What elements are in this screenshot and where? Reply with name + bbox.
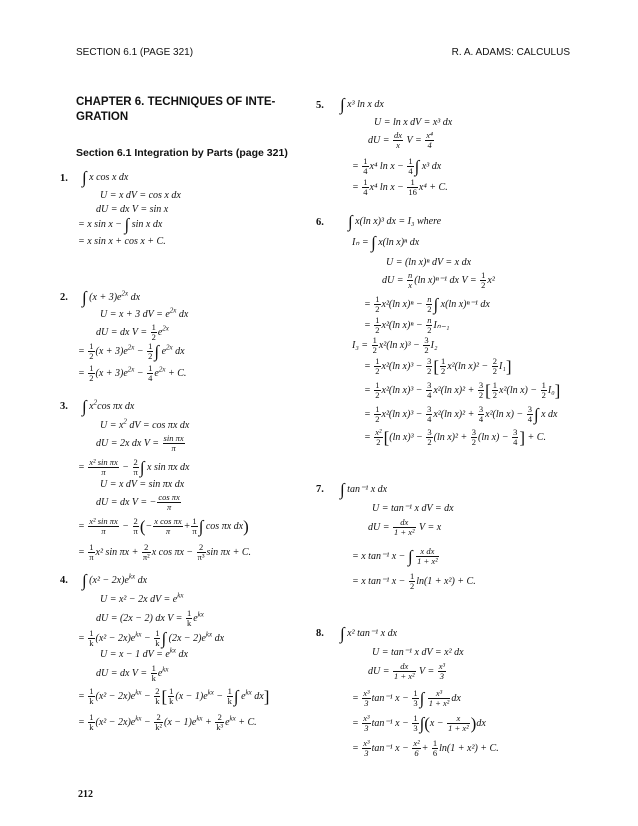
p6-line: U = (ln x)ⁿ dV = x dx: [386, 257, 472, 268]
problem-number: 5.: [316, 100, 324, 111]
page: SECTION 6.1 (PAGE 321) R. A. ADAMS: CALCULUS CHAPTER 6. TECHNIQUES OF INTE-GRATION Section 6.1 Integration by Parts (page 321) 1. ∫ x cos x dx U = x dV = cos x dx dU = dx V = sin x = x sin x − ∫ sin x dx = x sin x + cos x + C. 2. ∫ $(x + 3)e^{2x}$ dx U = x + 3 dV = $e^{2x}$ dx dU = dx V = $\frac{1}{2}$ $e^{2x}$ = $\frac{1}{2}$ $(x + 3)e^{2x}$ − $\frac{1}{2}$ ∫ $e^{2x}$ dx = $\frac{1}{2}$ $(x + 3)e^{2x}$ − $\frac{1}{4}$ $e^{2x} + C$. 3. ∫ $x^2\cos$ πx dx $U = x^2$ dV = cos πx dx dU = 2x dx V = $\frac{\text{sin πx}}{\pi}$ = $\frac{\text{x² sin πx}}{\pi}$ − $\frac{2}{\pi}$ ∫ x sin πx dx U = x dV = sin πx dx dU = dx V = − $\frac{\text{cos πx}}{\pi}$ = $\frac{\text{x² sin πx}}{\pi}$ − $\frac{2}{\pi}$ (− $\frac{\text{x cos πx}}{\pi}$ + $\frac{1}{\pi}$ ∫ cos πx dx) = $\frac{1}{\pi}$ x² sin πx + $\frac{2}{\text{π²}}$ x cos πx − $\frac{2}{\text{π³}}$ sin πx + C. 4. ∫ $(x^2 - 2x)e^{kx}$ dx U = x² − 2x dV = $e^{kx}$ dU = (2x − 2) dx V = $\frac{1}{k}$ $e^{kx}$ = $\frac{1}{k}$ $(x^2 - 2x)e^{kx}$ − $\frac{1}{k}$ ∫ $(2x - 2)e^{kx}$ dx U = x − 1 dV = $e^{kx}$ dx dU = dx V = $\frac{1}{k}$ $e^{kx}$ = $\frac{1}{k}$ $(x^2 - 2x)e^{kx}$ − $\frac{2}{k}$ [ $\frac{1}{k}$ $(x - 1)e^{kx}$ − $\frac{1}{k}$ ∫ $e^{kx}$ dx] = $\frac{1}{k}$ $(x^2 - 2x)e^{kx}$ − $\frac{2}{\text{k²}}$ $(x - 1)e^{kx}$ + $\frac{2}{\text{k³}}$ $e^{kx} + C$. 212 5. ∫ x³ ln x dx U = ln x dV = x³ dx dU = $\frac{dx}{x}$ V = $\frac{\text{x⁴}}{4}$ = $\frac{1}{4}$ x⁴ ln x − $\frac{1}{4}$ ∫ x³ dx = $\frac{1}{4}$ x⁴ ln x − $\frac{1}{16}$ x⁴ + C. 6. ∫ x(ln x)³ dx = I₃ where Iₙ = ∫ x(ln x)ⁿ dx U = (ln x)ⁿ dV = x dx dU = $\frac{n}{x}$ (ln x)ⁿ⁻¹ dx V = $\frac{1}{2}$ x² = $\frac{1}{2}$ x²(ln x)ⁿ − $\frac{n}{2}$ ∫ x(ln x)ⁿ⁻¹ dx = $\frac{1}{2}$ x²(ln x)ⁿ − $\frac{n}{2}$ Iₙ₋₁ I₃ = $\frac{1}{2}$ x²(ln x)³ − $\frac{3}{2}$ I₂ = $\frac{1}{2}$ x²(ln x)³ − $\frac{3}{2}$ [ $\frac{1}{2}$ x²(ln x)² − $\frac{2}{2}$ I₁] = $\frac{1}{2}$ x²(ln x)³ − $\frac{3}{4}$ x²(ln x)² + $\frac{3}{2}$ [ $\frac{1}{2}$ x²(ln x) − $\frac{1}{2}$ I₀] = $\frac{1}{2}$ x²(ln x)³ − $\frac{3}{4}$ x²(ln x)² + $\frac{3}{4}$ x²(ln x) − $\frac{3}{4}$ ∫ x dx = $\frac{\text{x²}}{2}$ [(ln x)³ − $\frac{3}{2}$ (ln x)² + $\frac{3}{2}$ (ln x) − $\frac{3}{4}$ ] + C. 7. ∫ tan⁻¹ x dx U = tan⁻¹ x dV = dx dU = $\frac{dx}{\text{1 + x²}}$ V = x = x tan⁻¹ x − ∫ $\frac{\text{x dx}}{\text{1 + x²}}$ = x tan⁻¹ x − $\frac{1}{2}$ ln(1 + x²) + C. 8. ∫ x² tan⁻¹ x dx U = tan⁻¹ x dV = x² dx dU = $\frac{dx}{\text{1 + x²}}$ V = $\frac{\text{x³}}{3}$ = $\frac{\text{x³}}{3}$ tan⁻¹ x − $\frac{1}{3}$ ∫ $\frac{\text{x³}}{\text{1 + x²}}$ dx = $\frac{\text{x³}}{3}$ tan⁻¹ x − $\frac{1}{3}$ ∫(x − $\frac{x}{\text{1 + x²}}$ )dx = $\frac{\text{x³}}{3}$ tan⁻¹ x − $\frac{\text{x²}}{6}$ + $\frac{1}{6}$ ln(1 + x²) + C.: [60, 47, 570, 800]
chapter-title: CHAPTER 6. TECHNIQUES OF INTE-GRATION: [76, 96, 276, 123]
p3-line: U = x dV = sin πx dx: [100, 479, 185, 490]
page-number: 212: [78, 789, 93, 800]
problem-number: 8.: [316, 628, 324, 639]
problem-number: 2.: [60, 292, 68, 303]
problem-number: 7.: [316, 484, 324, 495]
running-header-left: SECTION 6.1 (PAGE 321): [76, 47, 194, 58]
p1-line: sin x dx: [131, 219, 163, 230]
problem-number: 1.: [60, 173, 68, 184]
p8-line: U = tan⁻¹ x dV = x² dx: [372, 647, 464, 658]
problem-number: 4.: [60, 575, 68, 586]
p7-line: U = tan⁻¹ x dV = dx: [372, 503, 454, 514]
p5-line: x³ ln x dx: [347, 99, 384, 110]
running-header-right: R. A. ADAMS: CALCULUS: [451, 47, 570, 58]
p5-line: U = ln x dV = x³ dx: [374, 117, 453, 128]
p1-line: U = x dV = cos x dx: [100, 190, 181, 201]
problem-number: 6.: [316, 217, 324, 228]
p1-line: x cos x dx: [89, 172, 129, 183]
p8-line: x² tan⁻¹ x dx: [347, 628, 398, 639]
p7-line: tan⁻¹ x dx: [347, 484, 388, 495]
p1-line: dU = dx V = sin x: [96, 204, 169, 215]
p1-line: = x sin x + cos x + C.: [78, 236, 166, 247]
section-title: Section 6.1 Integration by Parts (page 321): [76, 147, 288, 159]
p1-line: = x sin x −: [78, 219, 123, 230]
problem-number: 3.: [60, 401, 68, 412]
